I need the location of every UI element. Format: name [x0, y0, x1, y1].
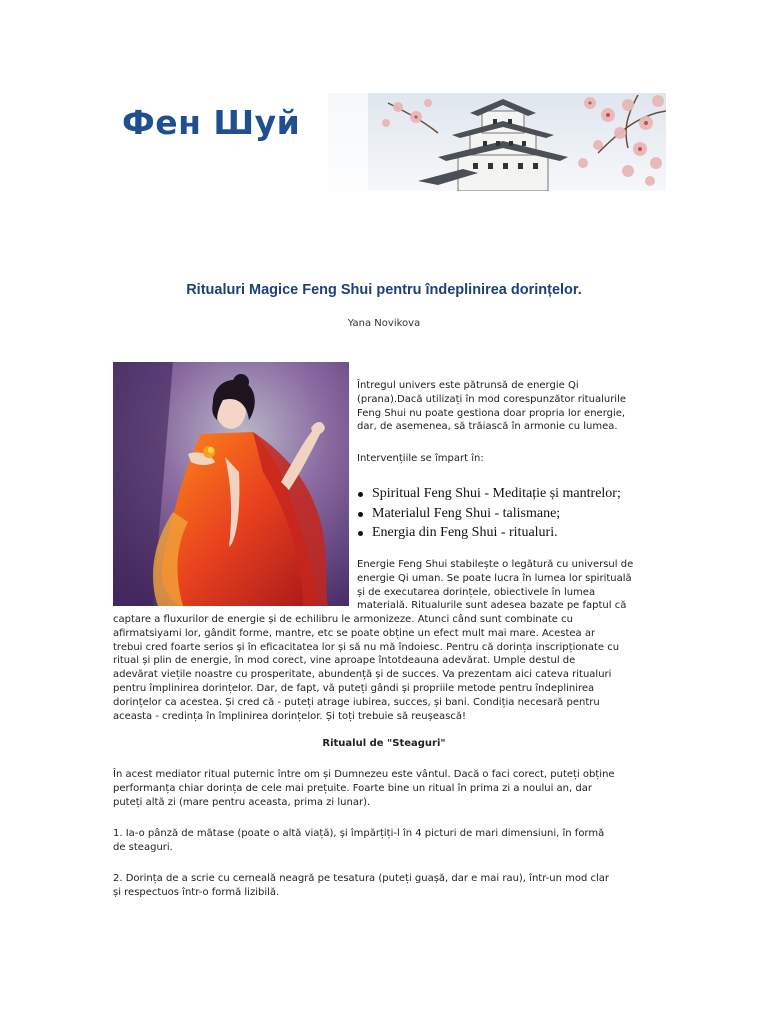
text-line: trebui cred foarte serios și în eficacitatea lor și să nu mă îndoiesc. Pentru că dorința inscripționate cu: [113, 641, 620, 653]
text-line: pentru împlinirea dorințelor. Dar, de fapt, vă puteți gândi și propriile metode pentru îndeplinirea: [113, 682, 595, 694]
text-line: aceasta - credința în împlinirea dorințelor. Și toți trebuie să reușească!: [113, 710, 466, 722]
text-line: energie Qi uman. Se poate lucra în lumea lor spirituală: [357, 572, 632, 584]
step-1-paragraph: [113, 827, 655, 855]
banner-title: Фен Шуй: [122, 103, 301, 142]
text-line: adevărat viețile noastre cu prosperitate, abundență și de succes. Va prezentam aici cateva ritualuri: [113, 669, 612, 681]
text-line: dorințelor ca acestea. Și cred că - puteți atrage iubirea, succes, și bani. Condiția necesară pentru: [113, 696, 600, 708]
text-line: În acest mediator ritual puternic între om și Dumnezeu este vântul. Dacă o faci corect, puteți obține: [113, 769, 615, 780]
text-line: afirmatsiyami lor, gândit forme, mantre, etc se poate obține un efect mult mai mare. Acestea ar: [113, 627, 596, 639]
text-line: performanța chiar dorința de cele mai prețuite. Foarte bine un ritual în prima zi a noului an, dar: [113, 782, 592, 794]
text-line: puteți altă zi (mare pentru aceasta, prima zi lunar).: [113, 796, 371, 808]
list-item: Spiritual Feng Shui - Meditație și mantrelor;: [357, 484, 657, 504]
text-line: și respectuos într-o formă lizibilă.: [113, 886, 280, 898]
text-line: 1. Ia-o pânză de mătase (poate o altă viață), și împărțiți-l în 4 picturi de mari dimensiuni, în formă: [113, 828, 605, 839]
text-line: (prana).Dacă utilizați în mod corespunzător ritualurile: [357, 393, 627, 405]
text-line: captare a fluxurilor de energie și de echilibru le armonizeze. Atunci când sunt combinate cu: [113, 614, 573, 625]
list-item: Energia din Feng Shui - ritualuri.: [357, 523, 657, 543]
intro-paragraph: [357, 379, 653, 434]
text-line: 2. Dorința de a scrie cu cerneală neagră pe tesatura (puteți guașă, dar e mai rau), într-un mod clar: [113, 873, 610, 884]
section-heading: Ritualul de "Steaguri": [322, 738, 446, 749]
text-line: Feng Shui nu poate gestiona doar propria lor energie,: [357, 407, 626, 419]
interventions-label: Intervențiile se împart în:: [357, 453, 484, 464]
text-line: de steaguri.: [113, 841, 173, 853]
list-item: Materialul Feng Shui - talismane;: [357, 504, 657, 524]
text-line: și de executarea dorințele, obiectivele în lumea: [357, 586, 596, 598]
step-2-paragraph: [113, 872, 655, 900]
woman-in-red-robe-painting: [113, 362, 349, 606]
text-line: Întregul univers este pătrunsă de energie Qi: [357, 380, 579, 391]
text-line: dar, de asemenea, să trăiască în armonie cu lumea.: [357, 421, 618, 433]
text-line: ritual și plin de energie, în mod corect, vine aproape întotdeauna adevărat. Umple destul de: [113, 655, 576, 667]
header-banner: [113, 93, 666, 191]
energy-paragraph-full: [113, 613, 655, 723]
flags-intro-paragraph: [113, 768, 655, 809]
text-line: materială. Ritualurile sunt adesea bazate pe faptul că: [357, 600, 627, 612]
article-title: Ritualuri Magice Feng Shui pentru îndeplinirea dorințelor.: [186, 282, 582, 298]
article-author: Yana Novikova: [347, 318, 421, 329]
pagoda-blossom-image: [328, 93, 666, 191]
energy-paragraph-side: [357, 558, 653, 613]
interventions-list: [357, 484, 657, 543]
text-line: Energie Feng Shui stabilește o legătură cu universul de: [357, 559, 634, 570]
